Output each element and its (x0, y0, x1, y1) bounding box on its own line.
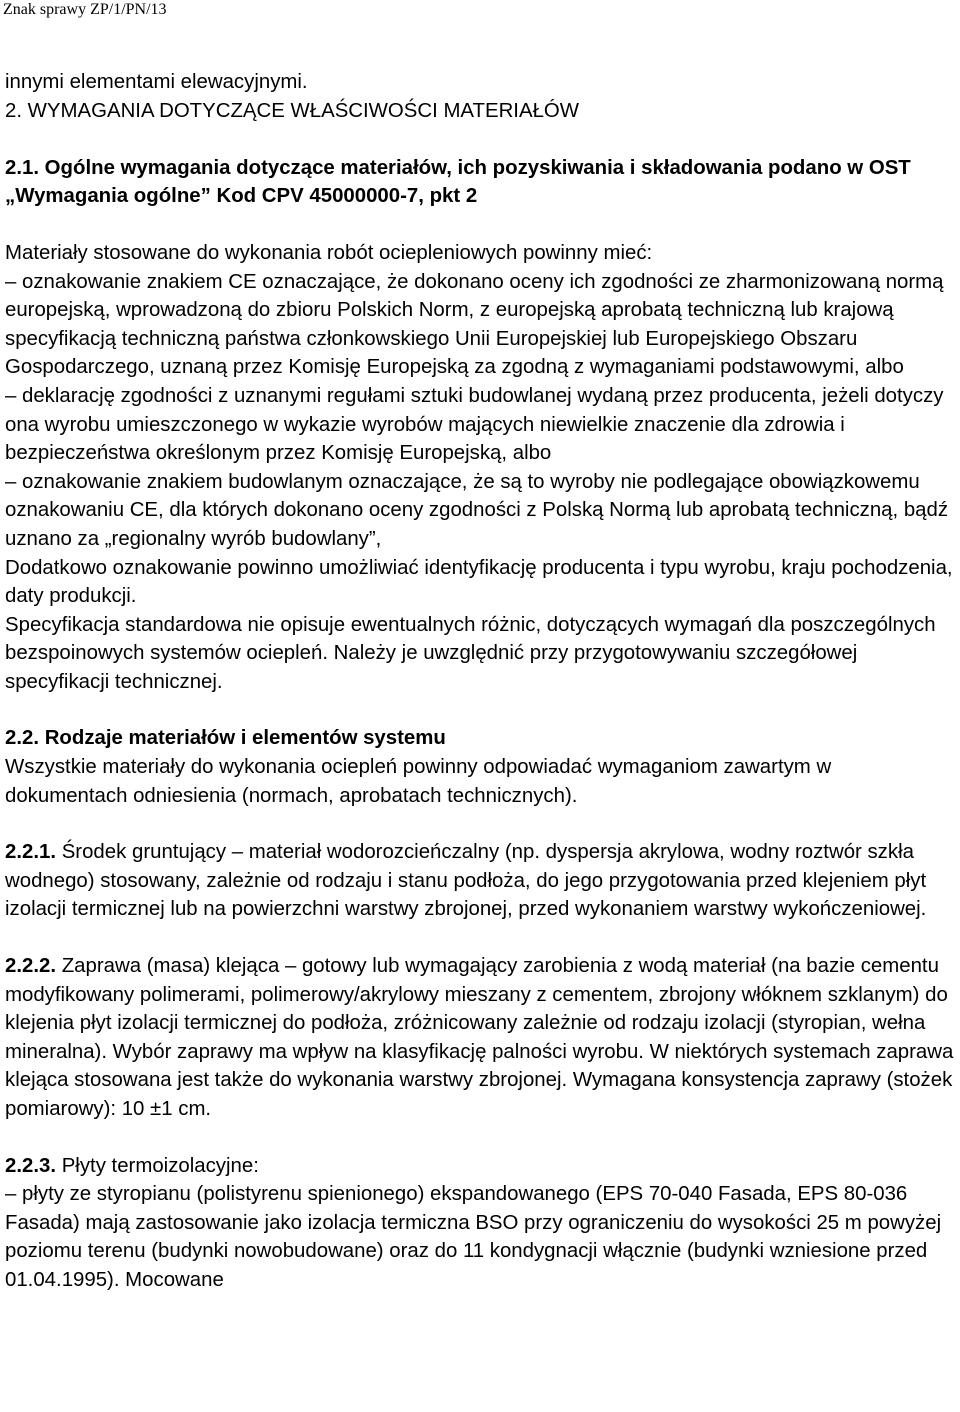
section-2-2-2-text: Zaprawa (masa) klejąca – gotowy lub wymagający zarobienia z wodą materiał (na bazie cementu modyfikowany polimerami, polimerowy/akrylowy mieszany z cementem, zbrojony włóknem szklanym) do klejenia płyt izolacji termicznej do podłoża, zróżnicowany zależnie od rodzaju izolacji (styropian, wełna mineralna). Wybór zaprawy ma wpływ na klasyfikację palności wyrobu. W niektórych systemach zaprawa klejąca stosowana jest także do wykonania warstwy zbrojonej. Wymagana konsystencja zaprawy (stożek pomiarowy): 10 ±1 cm. (5, 955, 954, 1120)
intro-line: innymi elementami elewacyjnymi. (5, 71, 308, 93)
spacer (5, 211, 957, 239)
spacer (5, 924, 957, 952)
section-2-1-paragraph-3: Specyfikacja standardowa nie opisuje ewentualnych różnic, dotyczących wymagań dla poszczególnych bezspoinowych systemów ociepleń. Należy je uwzględnić przy przygotowywaniu szczegółowej specyfikacji technicznej. (5, 613, 936, 693)
section-2-2-1 (5, 838, 957, 924)
section-2-2-paragraph: Wszystkie materiały do wykonania ociepleń powinny odpowiadać wymaganiom zawartym w dokumentach odniesienia (normach, aprobatach technicznych). (5, 756, 832, 807)
document-body (5, 68, 957, 1295)
section-2-heading: 2. WYMAGANIA DOTYCZĄCE WŁAŚCIWOŚCI MATERIAŁÓW (5, 99, 580, 122)
spacer (5, 1124, 957, 1152)
case-number-header: Znak sprawy ZP/1/PN/13 (3, 1, 167, 18)
section-2-2-1-text: Środek gruntujący – materiał wodorozcieńczalny (np. dyspersja akrylowa, wodny roztwór szkła wodnego) stosowany, zależnie od rodzaju i stanu podłoża, do jego przygotowania przed klejeniem płyt izolacji termicznej lub na powierzchni warstwy zbrojonej, przed wykonaniem warstwy wykończeniowej. (5, 841, 927, 921)
section-2-2-3-title: Płyty termoizolacyjne: (61, 1154, 259, 1177)
section-2-1-item-2: – deklarację zgodności z uznanymi regułami sztuki budowlanej wydaną przez producenta, jeżeli dotyczy ona wyrobu umieszczonego w wykazie wyrobów mających niewielkie znaczenie dla zdrowia i bezpieczeństwa określonym przez Komisję Europejską, albo (5, 384, 944, 465)
section-2-1-item-1: – oznakowanie znakiem CE oznaczające, że dokonano oceny ich zgodności ze zharmonizowaną normą europejską, wprowadzoną do zbioru Polskich Norm, z europejską aprobatą techniczną lub krajową specyfikacją techniczną państwa członkowskiego Unii Europejskiej lub Europejskiego Obszaru Gospodarczego, uznaną przez Komisję Europejską za zgodną z wymaganiami podstawowymi, albo (5, 270, 944, 379)
section-2-2-3-number: 2.2.3. (5, 1154, 57, 1177)
section-2-2-heading (5, 724, 957, 753)
section-2-2-2-number: 2.2.2. (5, 955, 57, 978)
spacer (5, 810, 957, 838)
section-2-2-title: Rodzaje materiałów i elementów systemu (44, 727, 446, 750)
spacer (5, 696, 957, 724)
section-2-2-1-number: 2.2.1. (5, 841, 57, 864)
section-2-1-paragraph-1: Materiały stosowane do wykonania robót ociepleniowych powinny mieć: (5, 241, 653, 264)
section-2-1-item-3: – oznakowanie znakiem budowlanym oznaczające, że są to wyroby nie podlegające obowiązkowemu oznakowaniu CE, dla których dokonano oceny zgodności z Polską Normą lub aprobatą techniczną, bądź uznano za „regionalny wyrób budowlany”, (5, 470, 949, 550)
section-2-1-heading: 2.1. Ogólne wymagania dotyczące materiałów, ich pozyskiwania i składowania podano w OST „Wymagania ogólne” Kod CPV 45000000-7, pkt 2 (5, 156, 911, 208)
section-2-2-number: 2.2. (5, 727, 40, 750)
spacer (5, 125, 957, 154)
section-2-1-paragraph-2: Dodatkowo oznakowanie powinno umożliwiać identyfikację producenta i typu wyrobu, kraju pochodzenia, daty produkcji. (5, 556, 953, 608)
section-2-2-3-item-1: – płyty ze styropianu (polistyrenu spienionego) ekspandowanego (EPS 70-040 Fasada, EPS 80-036 Fasada) mają zastosowanie jako izolacja termiczna BSO przy ograniczeniu do wysokości 25 m powyżej poziomu terenu (budynki nowobudowane) oraz do 11 kondygnacji włącznie (budynki wzniesione przed 01.04.1995). Mocowane (5, 1183, 942, 1291)
section-2-2-3-heading (5, 1152, 957, 1181)
section-2-2-2 (5, 952, 957, 1124)
